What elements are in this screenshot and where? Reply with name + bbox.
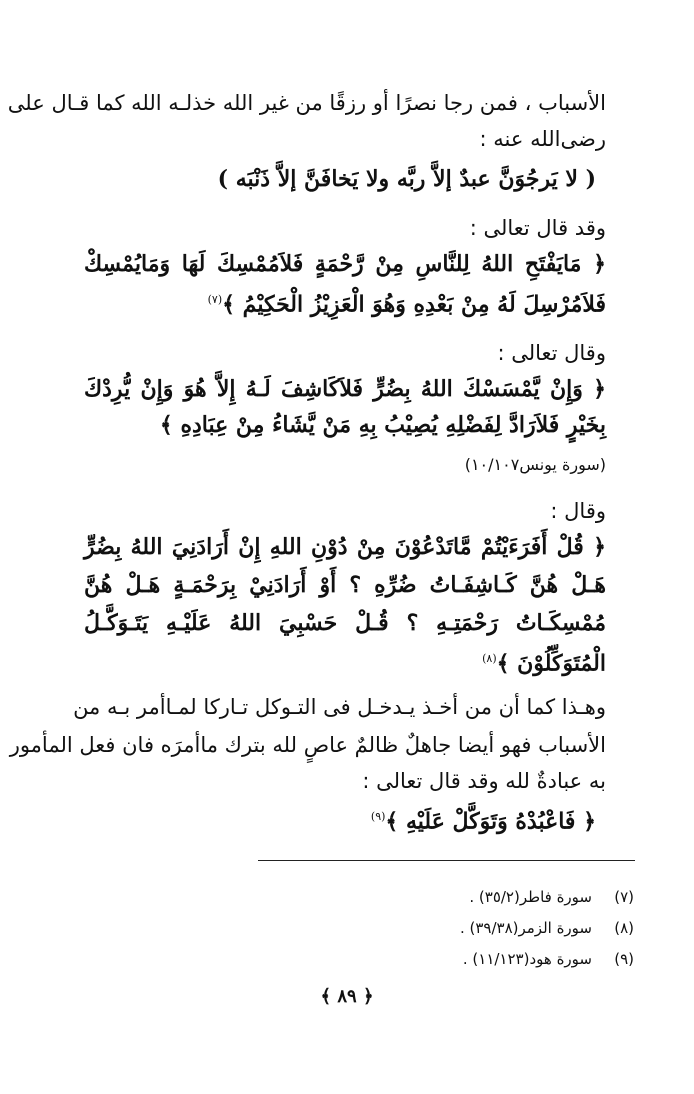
verse-text: فَلاَمُرْسِلَ لَهُ مِنْ بَعْدِهِ وَهُوَ الْعَزِيْزُ الْحَكِيْمُ ﴾ bbox=[222, 291, 606, 318]
verse-line bbox=[371, 802, 596, 836]
footnote-number: (٩) bbox=[614, 950, 634, 968]
verse-line: ﴿ قُلْ أَفَرَءَيْتُمْ مَّاتَدْعُوْنَ مِنْ دُوْنِ اللهِ إِنْ أَرَادَنِيَ اللهُ بِضُرٍّ bbox=[84, 534, 606, 560]
verse-intro: وقال تعالى : bbox=[497, 341, 606, 365]
verse-intro: وقال : bbox=[550, 499, 606, 523]
footnote-number: (٨) bbox=[614, 919, 634, 937]
verse-line: هَـلْ هُنَّ كَـاشِفَـاتُ ضُرِّهِ ؟ أَوْ أَرَادَنِيْ بِرَحْمَـةٍ هَـلْ هُنَّ bbox=[84, 572, 606, 598]
verse-line: مُمْسِكَـاتُ رَحْمَتِـهِ ؟ قُـلْ حَسْبِيَ اللهُ عَلَيْـهِ يَتَـوَكَّـلُ bbox=[84, 610, 606, 636]
footnote-ref: (٧) bbox=[207, 293, 223, 306]
footnote-ref: (٩) bbox=[370, 810, 386, 823]
paragraph-line: به عبادةٌ لله وقد قال تعالى : bbox=[362, 769, 606, 793]
verse-line bbox=[208, 285, 606, 319]
footnote bbox=[334, 886, 634, 908]
verse-intro: وقد قال تعالى : bbox=[469, 216, 606, 240]
verse-line: ﴿ وَإِنْ يَّمْسَسْكَ اللهُ بِضُرٍّ فَلاَكَاشِفَ لَـهُ إِلاَّ هُوَ وَإِنْ يُّرِدْكَ bbox=[84, 376, 606, 402]
footnote bbox=[334, 948, 634, 970]
footnote-ref: (٨) bbox=[482, 652, 497, 665]
verse-line bbox=[482, 644, 606, 678]
verse-line: بِخَيْرٍ فَلاَرَادَّ لِفَضْلِهِ يُصِيْبُ بِهِ مَنْ يَّشَاءُ مِنْ عِبَادِهِ ﴾ bbox=[159, 412, 606, 438]
footnote-text: سورة فاطر(٣٥/٢) . bbox=[469, 888, 592, 906]
footnote-text: سورة الزمر(٣٩/٣٨) . bbox=[459, 919, 592, 937]
verse-text: الْمُتَوَكِّلُوْنَ ﴾ bbox=[496, 650, 606, 677]
verse-line: ﴿ مَايَفْتَحِ اللهُ لِلنَّاسِ مِنْ رَّحْمَةٍ فَلاَمُمْسِكَ لَهَا وَمَايُمْسِكْ bbox=[84, 251, 606, 277]
paragraph-line: الأسباب ، فمن رجا نصرًا أو رزقًا من غير الله خذلـه الله كما قـال على bbox=[7, 91, 606, 115]
paragraph-line: رضى‌الله عنه : bbox=[479, 127, 606, 151]
paragraph-line: وهـذا كما أن من أخـذ يـدخـل فى التـوكل تـاركا لمـاأمر بـه من bbox=[73, 695, 606, 719]
verse-source: (سورة يونس١٠/١٠٧) bbox=[464, 455, 606, 474]
verse-text: ﴿ فَاعْبُدْهُ وَتَوَكَّلْ عَلَيْهِ ﴾ bbox=[385, 808, 596, 835]
footnote-divider bbox=[258, 860, 635, 861]
footnote-text: سورة هود(١١/١٢٣) . bbox=[462, 950, 592, 968]
paragraph-line: الأسباب فهو أيضا جاهلٌ ظالمٌ عاصٍ لله بترك ماأمرَه فان فعل المأمور bbox=[9, 733, 606, 757]
footnote bbox=[334, 917, 634, 939]
footnote-number: (٧) bbox=[614, 888, 634, 906]
page-number: ﴿ ٨٩ ﴾ bbox=[320, 986, 374, 1007]
quote-line: ( لا يَرجُوَنَّ عبدٌ إلاَّ ربَّه ولا يَخافَنَّ إلاَّ ذَنْبَه ) bbox=[217, 166, 596, 192]
